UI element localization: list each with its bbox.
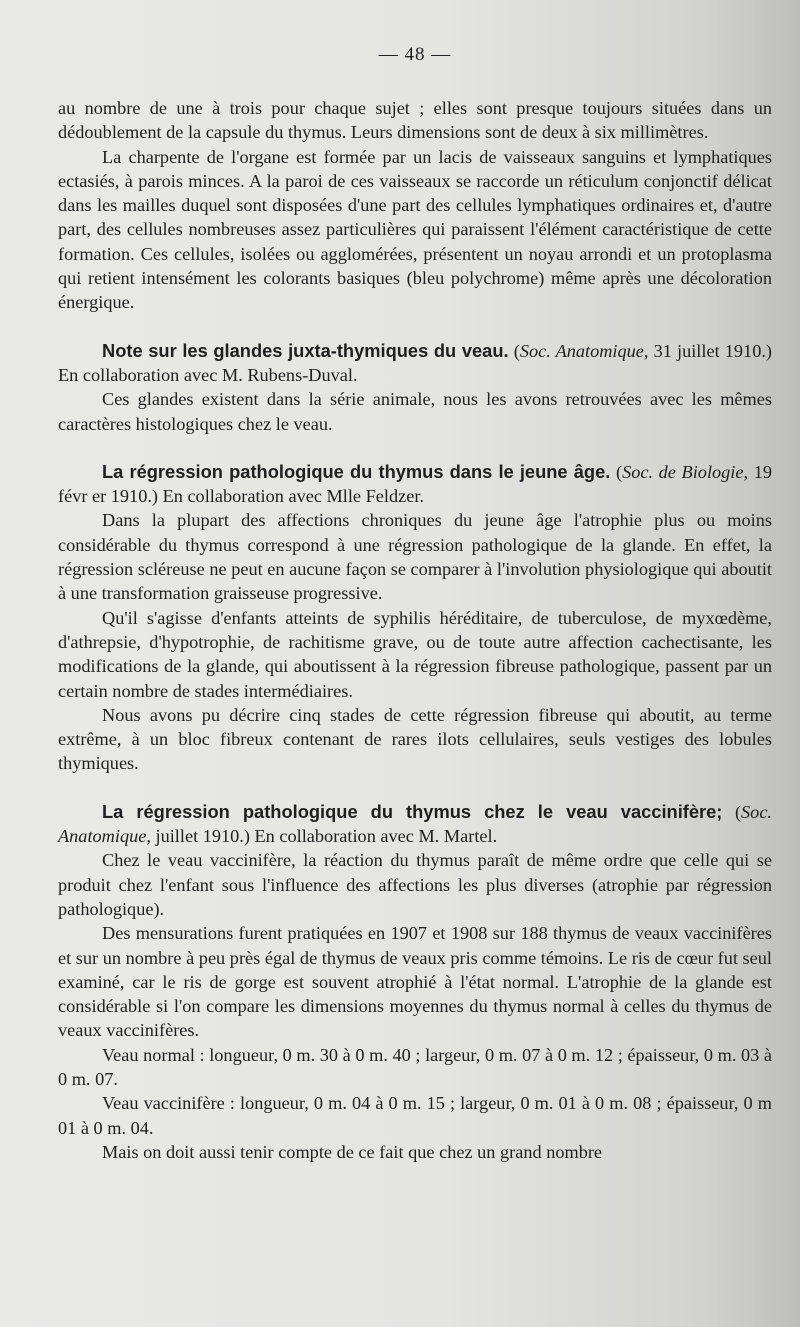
section-heading-juxta-thymiques: [58, 339, 772, 388]
section-paragraph: Mais on doit aussi tenir compte de ce fait que chez un grand nombre: [102, 1141, 603, 1162]
reference-journal: Soc. de Biologie,: [622, 461, 749, 482]
intro-paragraph-2: La charpente de l'organe est formée par un lacis de vaisseaux sanguins et lymphatiques ectasiés, à parois minces. A la paroi de ces vaisseaux se raccorde un réticulum conjonctif délicat dans les mailles duquel sont disposées d'une part des cellules lymphatiques ordinaires et, d'autre part, des cellules nombreuses assez particulières qui paraissent l'élément caractéristique de cette formation. Ces cellules, isolées ou agglomérées, présentent un noyau arrondi et un protoplasma qui retient intensément les colorants basiques (bleu polychrome) même après une décoloration énergique.: [58, 146, 772, 313]
section-title: Note sur les glandes juxta-thymiques du veau.: [102, 339, 509, 361]
reference-open: (: [513, 340, 520, 361]
reference-details: 19 févr er 1910.) En collaboration avec Mlle Feldzer.: [58, 461, 772, 507]
reference-open: (: [615, 461, 623, 482]
section-heading-regression-jeune-age: [58, 460, 772, 509]
reference-details: juillet 1910.) En collaboration avec M. Martel.: [155, 826, 498, 847]
reference-details: 31 juillet 1910.) En collaboration avec M. Rubens-Duval.: [58, 340, 772, 385]
section-paragraph: Chez le veau vaccinifère, la réaction du thymus paraît de même ordre que celle qui se produit chez l'enfant sous l'influence des affections les plus diverses (atrophie par régression pathologique).: [58, 850, 772, 919]
measurement-vaccinifere: Veau vaccinifère : longueur, 0 m. 04 à 0 m. 15 ; largeur, 0 m. 01 à 0 m. 08 ; épaisseur, 0 m 01 à 0 m. 04.: [58, 1093, 772, 1138]
measurement-normal: Veau normal : longueur, 0 m. 30 à 0 m. 40 ; largeur, 0 m. 07 à 0 m. 12 ; épaisseur, 0 m. 03 à 0 m. 07.: [58, 1044, 772, 1089]
section-paragraph: Des mensurations furent pratiquées en 1907 et 1908 sur 188 thymus de veaux vaccinifères et sur un nombre à peu près égal de thymus de veaux pris comme témoins. Le ris de cœur fut seul examiné, car le ris de gorge est souvent atrophié à l'état normal. L'atrophie de la glande est considérable si l'on compare les dimensions moyennes du thymus normal à celles du thymus de veaux vaccinifères.: [58, 923, 772, 1041]
page-number: — 48 —: [378, 44, 452, 65]
reference-journal: Soc. Anatomique,: [58, 801, 772, 847]
section-title: La régression pathologique du thymus dans le jeune âge.: [102, 460, 611, 482]
reference-journal: Soc. Anatomique,: [519, 340, 649, 361]
section-heading-veau-vaccinifere: [58, 800, 772, 849]
section-paragraph: Ces glandes existent dans la série animale, nous les avons retrouvées avec les mêmes caractères histologiques chez le veau.: [58, 389, 772, 434]
section-paragraph: Dans la plupart des affections chroniques du jeune âge l'atrophie plus ou moins considérable du thymus correspond à une régression pathologique de la glande. En effet, la régression scléreuse ne peut en aucune façon se comparer à l'involution physiologique qui aboutit à une transformation graisseuse progressive.: [58, 510, 772, 604]
section-paragraph: Nous avons pu décrire cinq stades de cette régression fibreuse qui aboutit, au terme extrême, à un bloc fibreux contenant de rares ilots cellulaires, seuls vestiges des lobules thymiques.: [58, 704, 772, 774]
intro-paragraph-1: au nombre de une à trois pour chaque sujet ; elles sont presque toujours situées dans un dédoublement de la capsule du thymus. Leurs dimensions sont de deux à six millimètres.: [58, 98, 772, 143]
section-paragraph: Qu'il s'agisse d'enfants atteints de syphilis héréditaire, de tuberculose, de myxœdème, d'athrepsie, d'hypotrophie, de rachitisme grave, ou de toute autre affection cachectisante, les modifications de la glande, qui aboutissent à la régression fibreuse pathologique, passent par un certain nombre de stades intermédiaires.: [58, 607, 772, 701]
reference-open: (: [734, 801, 742, 822]
section-title: La régression pathologique du thymus chez le veau vaccinifère;: [102, 800, 723, 822]
